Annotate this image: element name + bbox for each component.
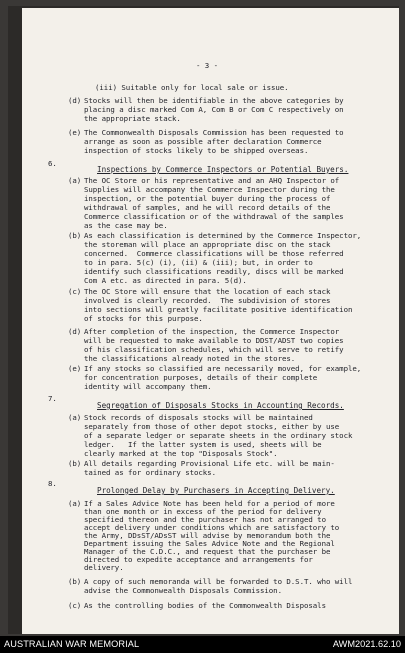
item-line: advise the Commonwealth Disposals Commission. xyxy=(84,586,282,595)
item-line: Manager of the C.D.C., and request that the purchaser be xyxy=(84,547,331,556)
item-line: As the controlling bodies of the Commonwealth Disposals xyxy=(84,601,326,610)
item-line: A copy of such memoranda will be forwarded to D.S.T. who will xyxy=(84,577,353,586)
item-line: As each classification is determined by the Commerce Inspector, xyxy=(84,231,362,240)
item-line: identify such classifications readily, discs will be marked xyxy=(84,267,344,276)
item-line: arrange as soon as possible after declaration Commerce xyxy=(84,137,322,146)
item-line: will be requested to make available to DDST/ADST two copies xyxy=(84,336,344,345)
item-line: the classifications already noted in the stores. xyxy=(84,354,296,363)
item-line: tained as for ordinary stocks. xyxy=(84,468,216,477)
item-line: of stocks for this purpose. xyxy=(84,314,203,323)
item-line: The OC Store or his representative and an AHQ Inspector of xyxy=(84,176,340,185)
item-line: directed to expedite acceptance and arrangements for xyxy=(84,555,313,564)
item-line: clearly marked at the top "Disposals Stock". xyxy=(84,449,278,458)
item-line: inspection of stocks likely to be shipped overseas. xyxy=(84,146,309,155)
item-line: than one month or in excess of the period for delivery xyxy=(84,507,322,516)
item-line: Stock records of disposals stocks will be maintained xyxy=(84,413,313,422)
item-line: accept delivery under conditions which are satisfactory to xyxy=(84,523,340,532)
item-line: inspection, or the potential buyer during the process of xyxy=(84,194,331,203)
section-number: 8. xyxy=(48,479,57,488)
item-line: as the case may be. xyxy=(84,221,168,230)
section-number: 6. xyxy=(48,159,57,168)
item-line: delivery. xyxy=(84,563,124,572)
archive-footer-bar xyxy=(0,636,405,653)
footer-accession-number: AWM2021.62.10 xyxy=(332,639,401,649)
item-line: separately from those of other depot stocks, either by use xyxy=(84,422,340,431)
item-line: All details regarding Provisional Life etc. will be main- xyxy=(84,459,335,468)
item-line: placing a disc marked Com A, Com B or Com C respectively on xyxy=(84,105,344,114)
item-line: specified thereon and the purchaser has not arranged to xyxy=(84,515,326,524)
item-line: Department issuing the Sales Advice Note and the Regional xyxy=(84,539,335,548)
item-line: identity will accompany them. xyxy=(84,382,212,391)
item-label: (d) xyxy=(68,96,82,105)
item-line: of his classification schedules, which will serve to retify xyxy=(84,345,344,354)
document-page xyxy=(22,8,399,634)
item-line: If a Sales Advice Note has been held for a period of more xyxy=(84,499,335,508)
item-label: (e) xyxy=(68,364,82,373)
item-line: concerned. Commerce classifications will be those referred xyxy=(84,249,344,258)
item-label: (b) xyxy=(68,231,82,240)
item-line: for concentration purposes, details of their complete xyxy=(84,373,318,382)
item-line: the Army, DDsST/ADsST will advise by memorandum both the xyxy=(84,531,331,540)
item-label: (b) xyxy=(68,459,82,468)
item-line: Stocks will then be identifiable in the above categories by xyxy=(84,96,344,105)
item-line: withdrawal of samples, and he will record details of the xyxy=(84,203,331,212)
item-line: The Commonwealth Disposals Commission has been requested to xyxy=(84,128,344,137)
item-line: of a separate ledger or separate sheets in the ordinary stock xyxy=(84,431,353,440)
item-label: (c) xyxy=(68,601,82,610)
item-label: (a) xyxy=(68,176,82,185)
item-line: After completion of the inspection, the Commerce Inspector xyxy=(84,327,340,336)
item-line: involved is clearly recorded. The subdivision of stores xyxy=(84,296,331,305)
footer-institution: AUSTRALIAN WAR MEMORIAL xyxy=(4,639,140,649)
section-number: 7. xyxy=(48,394,57,403)
item-line: The OC Store will ensure that the location of each stack xyxy=(84,287,331,296)
item-line: Commerce classification or of the withdrawal of the samples xyxy=(84,212,344,221)
section-heading: Prolonged Delay by Purchasers in Accepting Delivery. xyxy=(97,486,335,495)
item-label: (c) xyxy=(68,287,82,296)
item-label: (a) xyxy=(68,499,82,508)
scan-border xyxy=(8,6,399,634)
item-line: Supplies will accompany the Commerce Inspector during the xyxy=(84,185,335,194)
item-line: into sections will greatly facilitate positive identification xyxy=(84,305,353,314)
item-line: ledger. If the latter system is used, sheets will be xyxy=(84,440,322,449)
item-label: (b) xyxy=(68,577,82,586)
item-label: (d) xyxy=(68,327,82,336)
item-line: Com A etc. as directed in para. 5(d). xyxy=(84,276,247,285)
item-label: (a) xyxy=(68,413,82,422)
item-line: to in para. 5(c) (i), (ii) & (iii); but, in order to xyxy=(84,258,313,267)
item-line: the appropriate stack. xyxy=(84,114,181,123)
section-heading: Segregation of Disposals Stocks in Accounting Records. xyxy=(97,401,344,410)
item-label: (e) xyxy=(68,128,82,137)
item-line: If any stocks so classified are necessarily moved, for example, xyxy=(84,364,362,373)
page-number: - 3 - xyxy=(196,61,218,70)
item-line: the storeman will place an appropriate disc on the stack xyxy=(84,240,331,249)
section-heading: Inspections by Commerce Inspectors or Potential Buyers. xyxy=(97,165,349,174)
item-iii-line: (iii) Suitable only for local sale or issue. xyxy=(95,83,289,92)
